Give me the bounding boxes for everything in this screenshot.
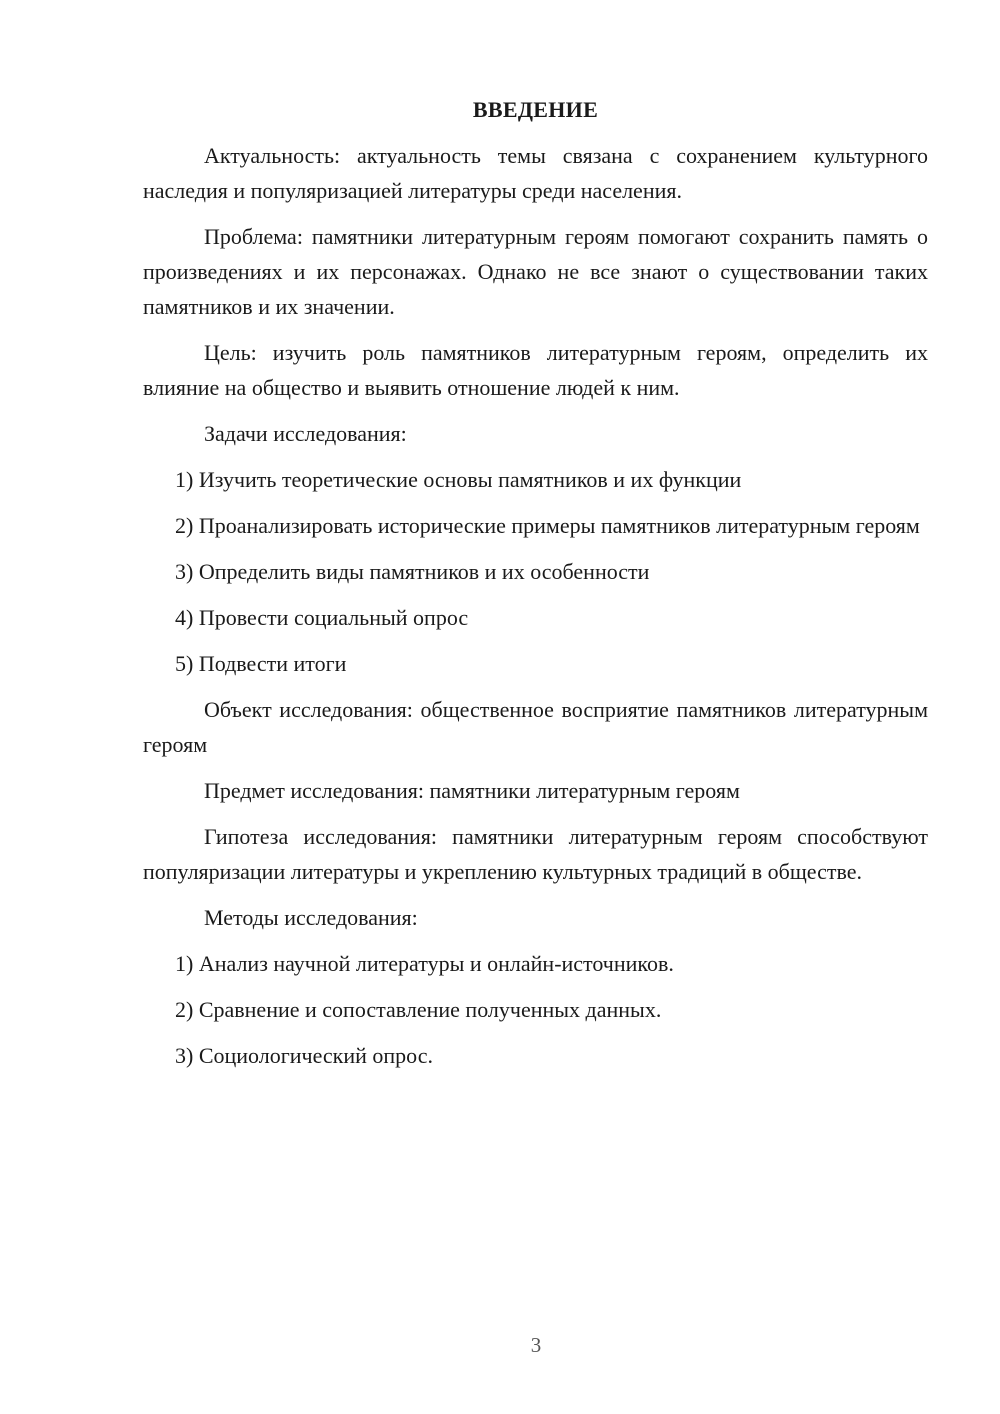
task-item: 3) Определить виды памятников и их особенности [175, 559, 650, 584]
section-title: ВВЕДЕНИЕ [472, 97, 599, 122]
problem-paragraph: Проблема: памятники литературным героям помогают сохранить память о произведениях и их персонажах. Однако не все знают о существовании таких памятников и их значении. [143, 224, 928, 319]
object-paragraph: Объект исследования: общественное восприятие памятников литературным героям [143, 697, 928, 757]
page-content [143, 92, 928, 1084]
goal-paragraph: Цель: изучить роль памятников литературным героям, определить их влияние на общество и выявить отношение людей к ним. [143, 340, 928, 400]
task-item: 5) Подвести итоги [175, 651, 347, 676]
tasks-heading: Задачи исследования: [204, 421, 407, 446]
task-item: 4) Провести социальный опрос [175, 605, 469, 630]
methods-heading: Методы исследования: [204, 905, 418, 930]
subject-paragraph: Предмет исследования: памятники литературным героям [204, 778, 740, 803]
method-item: 2) Сравнение и сопоставление полученных данных. [175, 997, 662, 1022]
task-item: 1) Изучить теоретические основы памятников и их функции [175, 467, 742, 492]
method-item: 3) Социологический опрос. [175, 1043, 433, 1068]
page-number: 3 [530, 1333, 542, 1357]
relevance-paragraph: Актуальность: актуальность темы связана с сохранением культурного наследия и популяризацией литературы среди населения. [143, 143, 928, 203]
hypothesis-paragraph: Гипотеза исследования: памятники литературным героям способствуют популяризации литературы и укреплению культурных традиций в обществе. [143, 824, 928, 884]
task-item: 2) Проанализировать исторические примеры памятников литературным героям [175, 513, 920, 538]
method-item: 1) Анализ научной литературы и онлайн-источников. [175, 951, 674, 976]
